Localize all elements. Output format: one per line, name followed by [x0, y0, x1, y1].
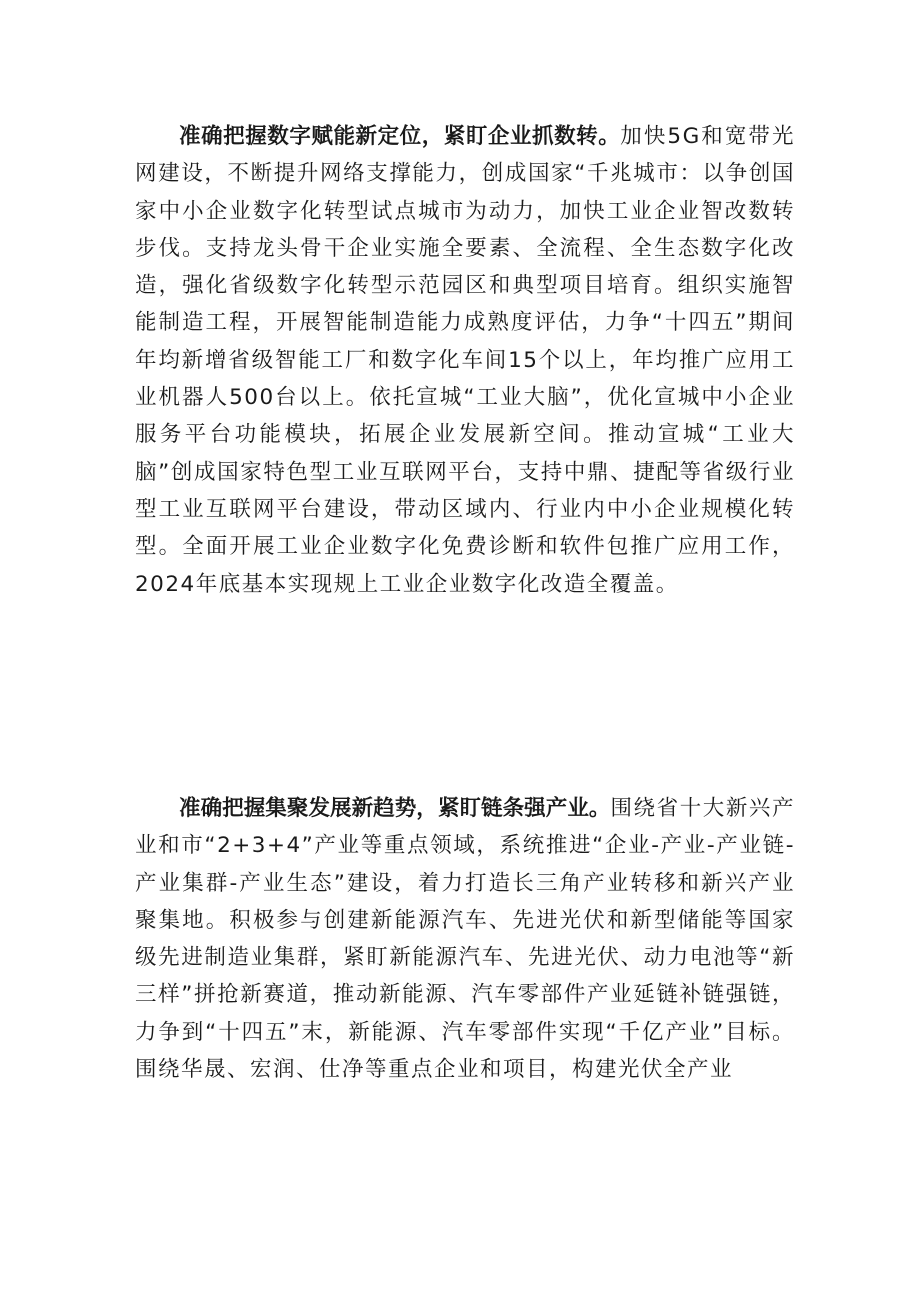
paragraph-digital-empowerment	[135, 118, 795, 603]
paragraph-lead-heading: 准确把握集聚发展新趋势，紧盯链条强产业。	[179, 796, 611, 821]
paragraph-cluster-development	[135, 790, 795, 1088]
paragraph-body-text: 加快5G和宽带光网建设，不断提升网络支撑能力，创成国家“千兆城市：以争创国家中小企业数字化转型试点城市为动力，加快工业企业智改数转步伐。支持龙头骨干企业实施全要素、全流程、全生态数字化改造，强化省级数字化转型示范园区和典型项目培育。组织实施智能制造工程，开展智能制造能力成熟度评估，力争“十四五”期间年均新增省级智能工厂和数字化车间15个以上，年均推广应用工业机器人500台以上。依托宣城“工业大脑”，优化宣城中小企业服务平台功能模块，拓展企业发展新空间。推动宣城“工业大脑”创成国家特色型工业互联网平台，支持中鼎、捷配等省级行业型工业互联网平台建设，带动区域内、行业内中小企业规模化转型。全面开展工业企业数字化免费诊断和软件包推广应用工作，2024年底基本实现规上工业企业数字化改造全覆盖。	[135, 124, 795, 597]
paragraph-body-text: 围绕省十大新兴产业和市“2+3+4”产业等重点领域，系统推进“企业-产业-产业链-产业集群-产业生态”建设，着力打造长三角产业转移和新兴产业聚集地。积极参与创建新能源汽车、先进光伏和新型储能等国家级先进制造业集群，紧盯新能源汽车、先进光伏、动力电池等“新三样”拼抢新赛道，推动新能源、汽车零部件产业延链补链强链，力争到“十四五”末，新能源、汽车零部件实现“千亿产业”目标。围绕华晟、宏润、仕净等重点企业和项目，构建光伏全产业	[135, 796, 795, 1083]
paragraph-lead-heading: 准确把握数字赋能新定位，紧盯企业抓数转。	[179, 124, 621, 149]
